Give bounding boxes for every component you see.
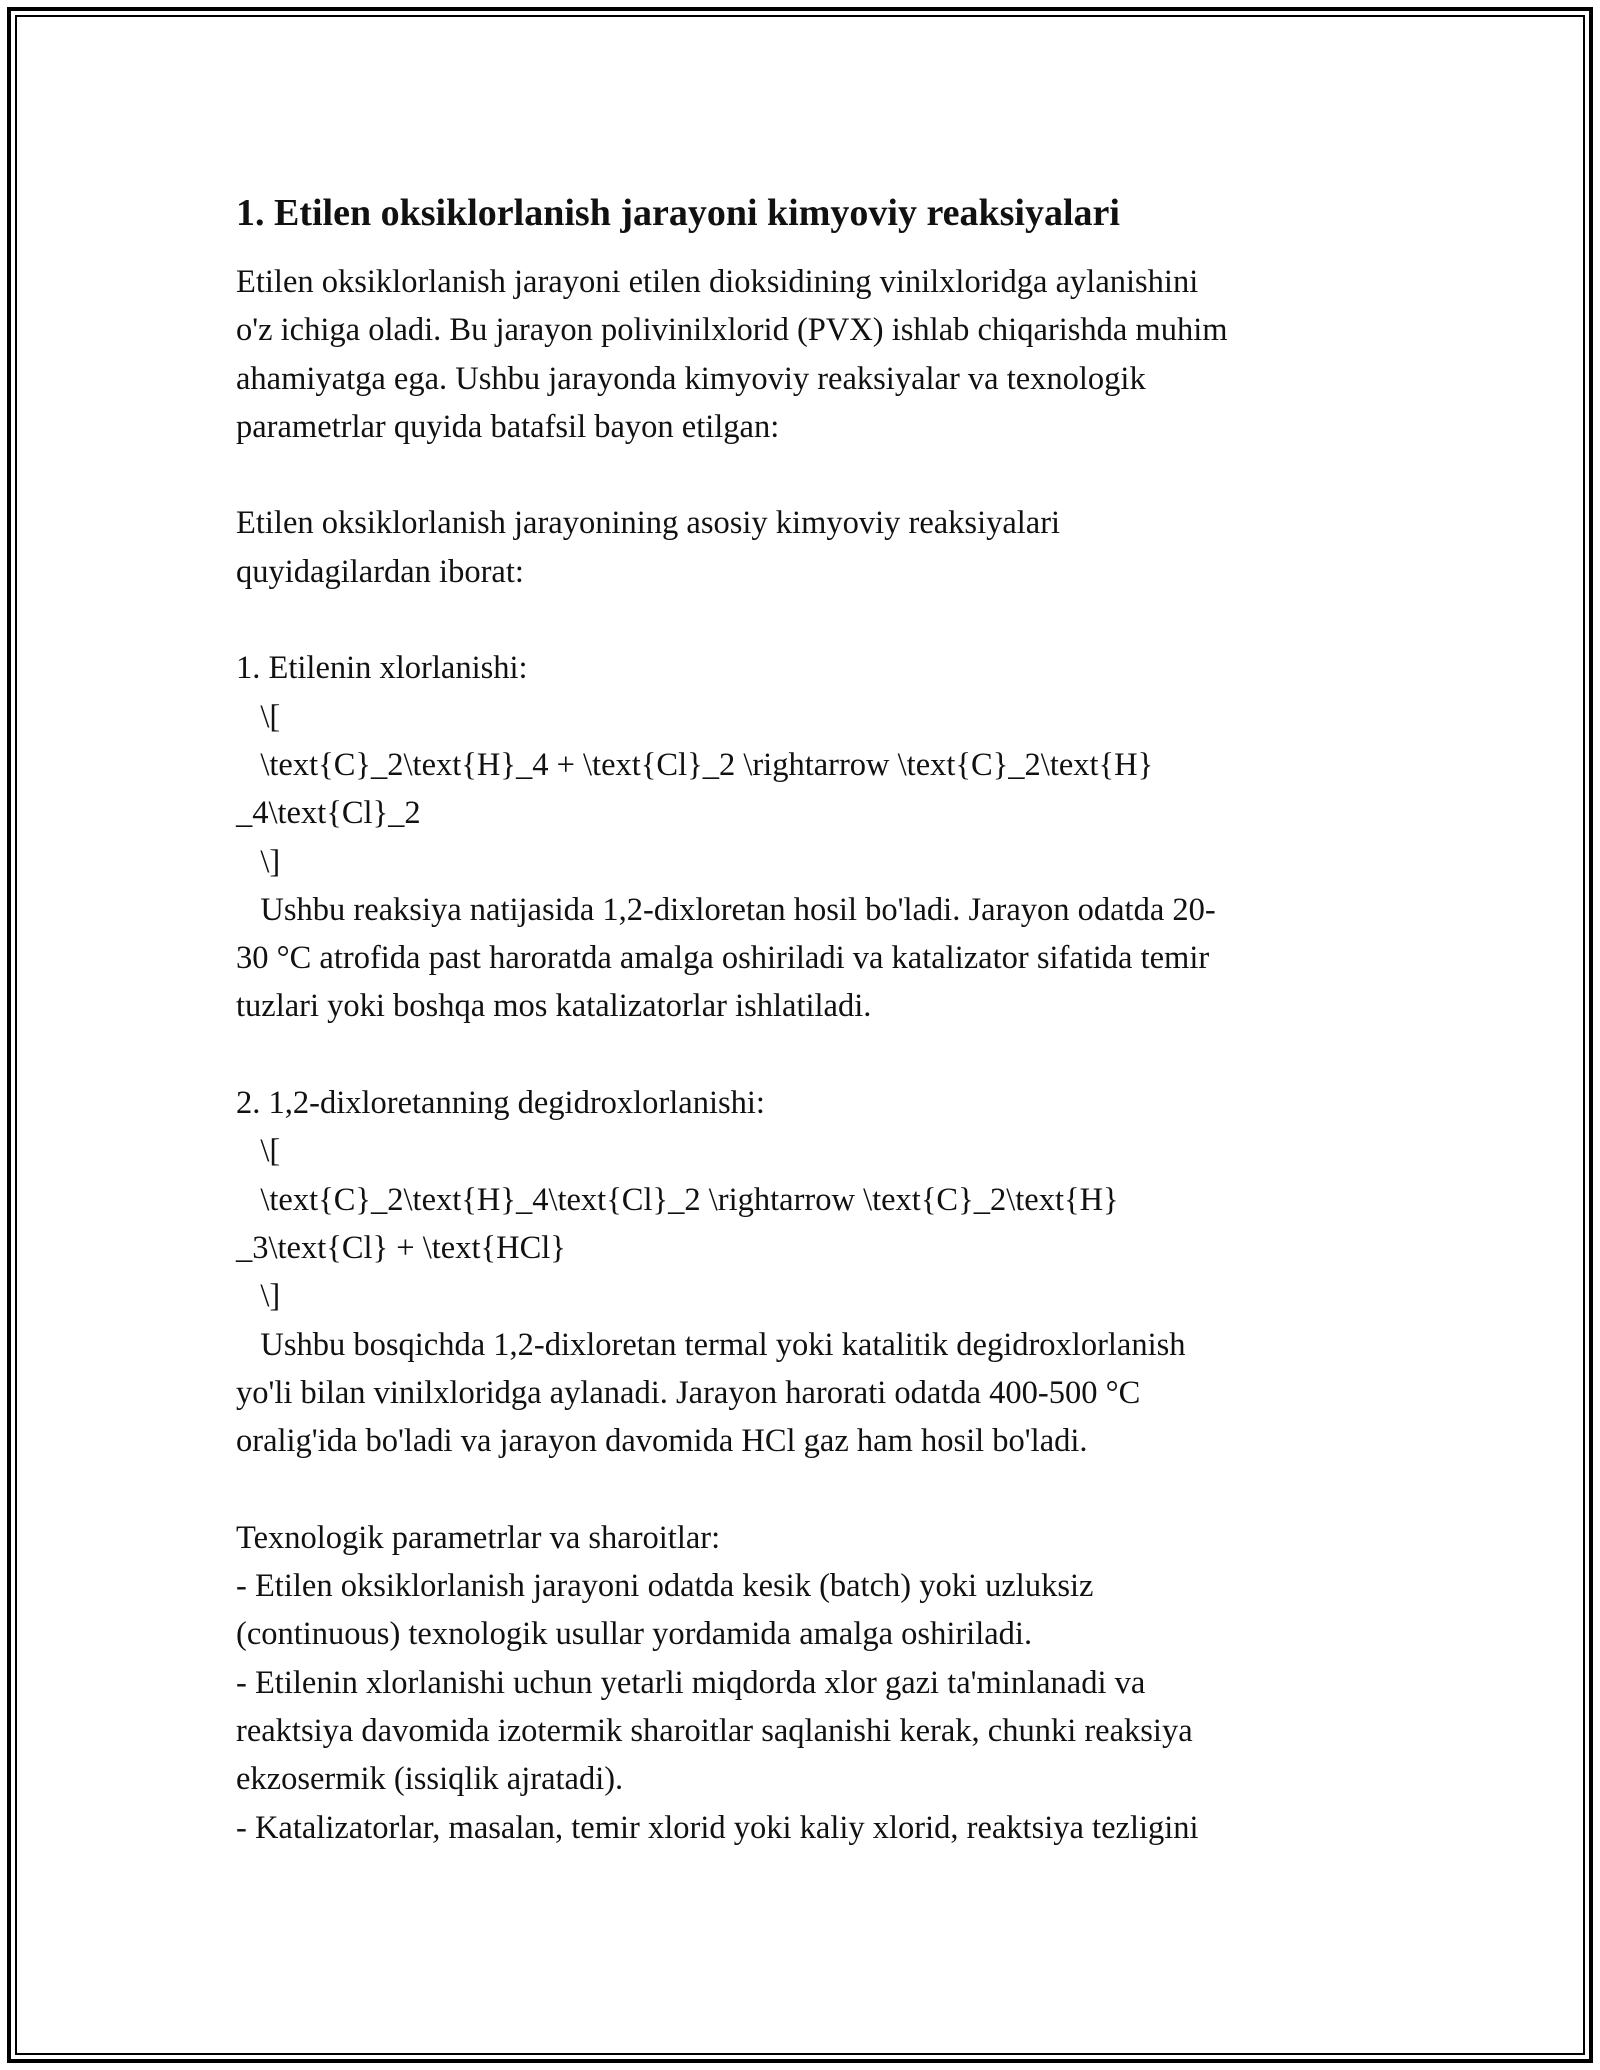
text-line: \[ [236,1133,281,1170]
text-line: quyidagilardan iborat: [236,553,524,590]
text-line: Etilen oksiklorlanish jarayoni etilen dioksidining vinilxloridga aylanishini [236,264,1199,300]
text-line: _4\text{Cl}_2 [236,795,421,832]
text-line: - Katalizatorlar, masalan, temir xlorid yoki kaliy xlorid, reaktsiya tezligini [236,1809,1199,1846]
section-heading: 1. Etilen oksiklorlanish jarayoni kimyoviy reaksiyalari [236,192,1120,234]
text-line: \[ [236,698,281,735]
text-line: ahamiyatga ega. Ushbu jarayonda kimyoviy reaksiyalar va texnologik [236,360,1146,397]
text-line: Ushbu bosqichda 1,2-dixloretan termal yoki katalitik degidroxlorlanish [236,1326,1186,1363]
text-line: 1. Etilenin xlorlanishi: [236,650,528,687]
text-line: \text{C}_2\text{H}_4 + \text{Cl}_2 \rightarrow \text{C}_2\text{H} [236,746,1154,783]
text-line: ekzosermik (issiqlik ajratadi). [236,1761,624,1798]
text-line: \] [236,1278,281,1315]
text-line: \] [236,843,281,880]
text-line: oralig'ida bo'ladi va jarayon davomida HCl gaz ham hosil bo'ladi. [236,1423,1088,1460]
text-line: yo'li bilan vinilxloridga aylanadi. Jarayon harorati odatda 400-500 °C [236,1374,1141,1411]
text-line: \text{C}_2\text{H}_4\text{Cl}_2 \rightarrow \text{C}_2\text{H} [236,1181,1119,1218]
text-line: Etilen oksiklorlanish jarayonining asosiy kimyoviy reaksiyalari [236,505,1061,542]
text-line: parametrlar quyida batafsil bayon etilgan: [236,408,780,445]
text-line: (continuous) texnologik usullar yordamida amalga oshiriladi. [236,1616,1033,1653]
text-line: Ushbu reaksiya natijasida 1,2-dixloretan hosil bo'ladi. Jarayon odatda 20- [236,891,1216,928]
text-line: - Etilenin xlorlanishi uchun yetarli miqdorda xlor gazi ta'minlanadi va [236,1664,1146,1701]
text-line: Texnologik parametrlar va sharoitlar: [236,1519,721,1556]
text-line: 30 °C atrofida past haroratda amalga oshiriladi va katalizator sifatida temir [236,940,1210,977]
blank-line [236,451,1366,499]
blank-line [236,596,1366,644]
document-body [236,258,1366,1852]
text-line: o'z ichiga oladi. Bu jarayon polivinilxlorid (PVX) ishlab chiqarishda muhim [236,312,1228,349]
text-line: 2. 1,2-dixloretanning degidroxlorlanishi: [236,1085,765,1122]
blank-line [236,1031,1366,1079]
text-line: tuzlari yoki boshqa mos katalizatorlar ishlatiladi. [236,988,872,1025]
blank-line [236,1465,1366,1513]
document-content [236,188,1366,1852]
text-line: _3\text{Cl} + \text{HCl} [236,1229,566,1266]
text-line: - Etilen oksiklorlanish jarayoni odatda kesik (batch) yoki uzluksiz [236,1568,1094,1605]
text-line: reaktsiya davomida izotermik sharoitlar saqlanishi kerak, chunki reaksiya [236,1712,1193,1749]
